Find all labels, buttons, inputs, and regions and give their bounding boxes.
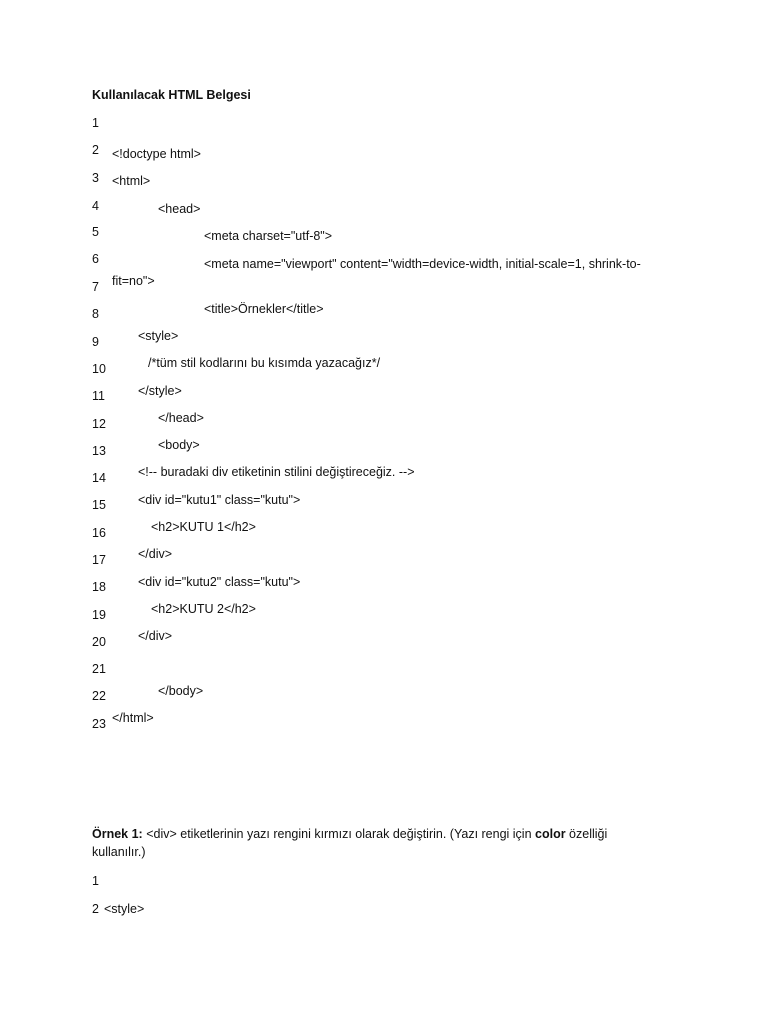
code-line: </head> bbox=[158, 411, 204, 425]
line-number: 10 bbox=[92, 362, 106, 376]
line-number: 2 bbox=[92, 143, 99, 157]
code-line: </body> bbox=[158, 684, 204, 698]
example-1-text-continued: kullanılır.) bbox=[92, 845, 146, 859]
code-line: <head> bbox=[158, 202, 201, 216]
line-number: 1 bbox=[92, 116, 99, 130]
code-line: <meta charset="utf-8"> bbox=[204, 229, 333, 243]
line-number: 3 bbox=[92, 171, 99, 185]
example-1-keyword: color bbox=[535, 827, 566, 841]
line-number: 19 bbox=[92, 608, 106, 622]
line-number: 9 bbox=[92, 335, 99, 349]
code-line: <body> bbox=[158, 438, 200, 452]
line-number: 17 bbox=[92, 553, 106, 567]
example-1-label: Örnek 1: bbox=[92, 827, 143, 841]
code-line: /*tüm stil kodlarını bu kısımda yazacağız*/ bbox=[148, 356, 381, 370]
code-line: <style> bbox=[138, 329, 179, 343]
line-number: 11 bbox=[92, 389, 105, 403]
line-number: 5 bbox=[92, 225, 99, 239]
code-line: <html> bbox=[112, 174, 151, 188]
line-number: 14 bbox=[92, 471, 106, 485]
code-line: <div id="kutu2" class="kutu"> bbox=[138, 575, 301, 589]
code-line: <h2>KUTU 1</h2> bbox=[151, 520, 256, 534]
code-line: <!doctype html> bbox=[112, 147, 201, 161]
line-number: 15 bbox=[92, 498, 106, 512]
code-line: </div> bbox=[138, 547, 173, 561]
line-number: 7 bbox=[92, 280, 99, 294]
line-number: 21 bbox=[92, 662, 106, 676]
code-line: <meta name="viewport" content="width=device-width, initial-scale=1, shrink-to- bbox=[204, 257, 641, 271]
code-line: fit=no"> bbox=[112, 274, 155, 288]
code-line: <title>Örnekler</title> bbox=[204, 302, 324, 316]
page-heading: Kullanılacak HTML Belgesi bbox=[92, 88, 251, 102]
line-number: 8 bbox=[92, 307, 99, 321]
code-line: </html> bbox=[112, 711, 154, 725]
example-1-text-part: <div> etiketlerinin yazı rengini kırmızı olarak değiştirin. (Yazı rengi için bbox=[142, 827, 536, 841]
code-line: <h2>KUTU 2</h2> bbox=[151, 602, 256, 616]
code-line: <div id="kutu1" class="kutu"> bbox=[138, 493, 301, 507]
line-number: 12 bbox=[92, 417, 106, 431]
example-1-text-part: özelliği bbox=[565, 827, 608, 841]
line-number: 18 bbox=[92, 580, 106, 594]
code-line: </div> bbox=[138, 629, 173, 643]
code-line: </style> bbox=[138, 384, 182, 398]
code-line: <!-- buradaki div etiketinin stilini değiştireceğiz. --> bbox=[138, 465, 415, 479]
line-number: 2 bbox=[92, 902, 99, 916]
line-number: 16 bbox=[92, 526, 106, 540]
line-number: 20 bbox=[92, 635, 106, 649]
line-number: 22 bbox=[92, 689, 106, 703]
line-number: 1 bbox=[92, 874, 99, 888]
line-number: 13 bbox=[92, 444, 106, 458]
line-number: 6 bbox=[92, 252, 99, 266]
example-1-text bbox=[92, 826, 607, 842]
code-line: <style> bbox=[104, 902, 145, 916]
line-number: 4 bbox=[92, 199, 99, 213]
line-number: 23 bbox=[92, 717, 106, 731]
